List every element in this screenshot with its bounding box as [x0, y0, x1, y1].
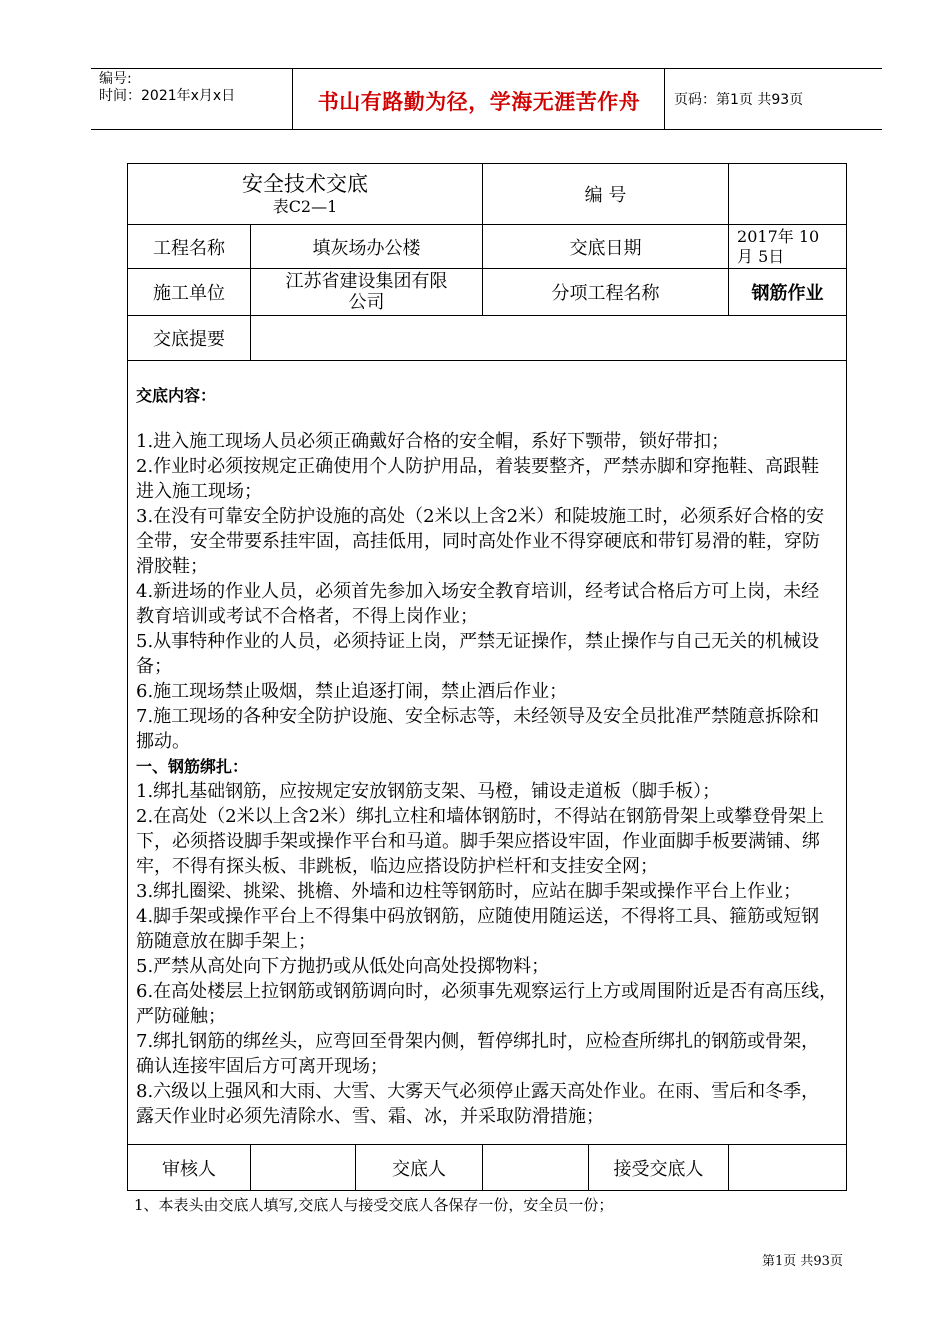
content-line: 8.六级以上强风和大雨、大雪、大雾天气必须停止露天高处作业。在雨、雪后和冬季， [136, 1081, 820, 1102]
content-line: 挪动。 [136, 731, 190, 752]
code-label: 编 号 [483, 164, 729, 225]
sub-project-value: 钢筋作业 [729, 269, 847, 316]
code-value [729, 164, 847, 225]
date-line: 2017年 10 [737, 226, 820, 246]
unit-value [251, 269, 483, 316]
header-code-label: 编号: [99, 71, 132, 87]
header-motto: 书山有路勤为径，学海无涯苦作舟 [317, 90, 641, 114]
content-line: 1.进入施工现场人员必须正确戴好合格的安全帽，系好下颚带，锁好带扣； [136, 431, 730, 452]
content-line: 6.施工现场禁止吸烟，禁止追逐打闹，禁止酒后作业； [136, 681, 568, 702]
content-line: 进入施工现场； [136, 481, 262, 502]
content-line: 5.严禁从高处向下方抛扔或从低处向高处投掷物料； [136, 956, 550, 977]
briefing-content [128, 361, 847, 1145]
summary-label: 交底提要 [128, 316, 251, 361]
unit-label: 施工单位 [128, 269, 251, 316]
content-line: 6.在高处楼层上拉钢筋或钢筋调向时，必须事先观察运行上方或周围附近是否有高压线， [136, 981, 838, 1002]
content-line: 牢，不得有探头板、非跳板，临边应搭设防护栏杆和支挂安全网； [136, 856, 658, 877]
date-line: 月 5日 [737, 246, 785, 266]
content-line: 3.绑扎圈梁、挑梁、挑檐、外墙和边柱等钢筋时，应站在脚手架或操作平台上作业； [136, 881, 802, 902]
content-line: 4.脚手架或操作平台上不得集中码放钢筋，应随使用随运送，不得将工具、箍筋或短钢 [136, 906, 820, 927]
content-line: 滑胶鞋； [136, 556, 208, 577]
sub-project-label: 分项工程名称 [483, 269, 729, 316]
receiver-label: 接受交底人 [589, 1145, 729, 1191]
content-line: 下，必须搭设脚手架或操作平台和马道。脚手架应搭设牢固，作业面脚手板要满铺、绑 [136, 831, 820, 852]
content-line: 筋随意放在脚手架上； [136, 931, 316, 952]
header-time-label: 时间：2021年x月x日 [99, 88, 236, 104]
content-line: 1.绑扎基础钢筋，应按规定安放钢筋支架、马橙，铺设走道板（脚手板）； [136, 781, 721, 802]
form-title-cell [128, 164, 483, 225]
form-title: 安全技术交底 [242, 172, 368, 196]
page-footer: 第1页 共93页 [762, 1254, 843, 1269]
summary-value [251, 316, 847, 361]
section-list [136, 779, 838, 1129]
content-line: 露天作业时必须先清除水、雪、霜、冰，并采取防滑措施； [136, 1106, 604, 1127]
content-line: 备； [136, 656, 172, 677]
footnote: 1、本表头由交底人填写,交底人与接受交底人各保存一份，安全员一份； [134, 1196, 614, 1214]
unit-line: 江苏省建设集团有限 [285, 271, 448, 292]
safety-briefing-form [127, 163, 847, 1191]
content-list [136, 429, 838, 754]
project-name-label: 工程名称 [128, 225, 251, 269]
unit-line: 公司 [348, 292, 385, 313]
content-line: 确认连接牢固后方可离开现场； [136, 1056, 388, 1077]
content-heading: 交底内容： [136, 386, 217, 405]
header-meta [99, 71, 294, 105]
date-label: 交底日期 [483, 225, 729, 269]
content-line: 5.从事特种作业的人员，必须持证上岗，严禁无证操作，禁止操作与自己无关的机械设 [136, 631, 820, 652]
section-heading: 一、钢筋绑扎： [136, 757, 249, 776]
date-value [729, 225, 847, 269]
page-header [91, 68, 882, 130]
discloser-label: 交底人 [356, 1145, 483, 1191]
content-line: 全带，安全带要系挂牢固，高挂低用，同时高处作业不得穿硬底和带钉易滑的鞋，穿防 [136, 531, 820, 552]
content-line: 7.施工现场的各种安全防护设施、安全标志等，未经领导及安全员批准严禁随意拆除和 [136, 706, 820, 727]
content-line: 3.在没有可靠安全防护设施的高处（2米以上含2米）和陡坡施工时，必须系好合格的安 [136, 506, 825, 527]
content-line: 2.在高处（2米以上含2米）绑扎立柱和墙体钢筋时，不得站在钢筋骨架上或攀登骨架上 [136, 806, 825, 827]
header-page-number: 页码：第1页 共93页 [674, 92, 804, 108]
form-subtitle: 表C2—1 [272, 197, 338, 216]
content-line: 教育培训或考试不合格者，不得上岗作业； [136, 606, 478, 627]
content-line: 7.绑扎钢筋的绑丝头，应弯回至骨架内侧，暂停绑扎时，应检查所绑扎的钢筋或骨架， [136, 1031, 820, 1052]
reviewer-label: 审核人 [128, 1145, 251, 1191]
discloser-value [483, 1145, 589, 1191]
header-divider [664, 69, 665, 129]
reviewer-value [251, 1145, 356, 1191]
project-name-value: 填灰场办公楼 [251, 225, 483, 269]
content-line: 2.作业时必须按规定正确使用个人防护用品，着装要整齐，严禁赤脚和穿拖鞋、高跟鞋 [136, 456, 820, 477]
content-line: 4.新进场的作业人员，必须首先参加入场安全教育培训，经考试合格后方可上岗，未经 [136, 581, 820, 602]
header-divider [292, 69, 293, 129]
content-line: 严防碰触； [136, 1006, 226, 1027]
receiver-value [729, 1145, 847, 1191]
